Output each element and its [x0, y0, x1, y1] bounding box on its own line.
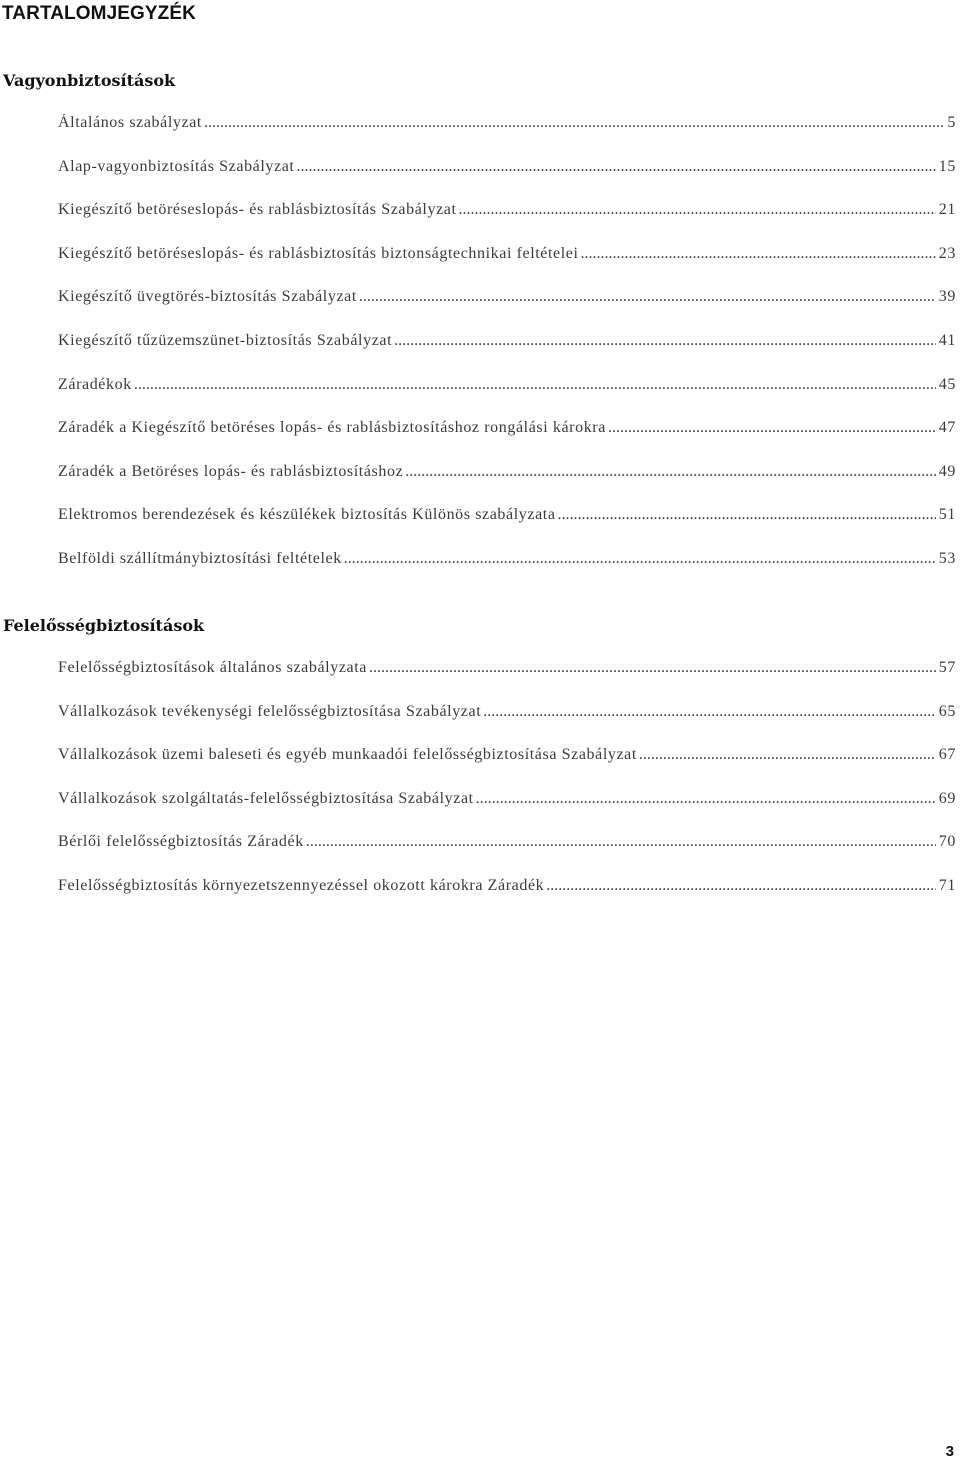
toc-entry[interactable] [58, 659, 956, 703]
toc-entry-page-number: 69 [938, 789, 956, 807]
toc-entry[interactable] [58, 703, 956, 747]
toc-entry-title: Bérlői felelősségbiztosítás Záradék [58, 833, 304, 851]
dot-leader [546, 877, 936, 895]
toc-entry[interactable] [58, 114, 956, 158]
dot-leader [306, 833, 936, 851]
toc-entry[interactable] [58, 506, 956, 550]
toc-entry[interactable] [58, 833, 956, 877]
dot-leader [476, 790, 936, 808]
dot-leader [344, 550, 936, 568]
toc-entry-title: Kiegészítő tűzüzemszünet-biztosítás Szabályzat [58, 331, 393, 349]
toc-entry-page-number: 39 [938, 288, 956, 306]
toc-entry[interactable] [58, 746, 956, 790]
toc-entry-page-number: 70 [938, 833, 956, 851]
toc-entry-page-number: 41 [938, 331, 956, 349]
toc-entry[interactable] [58, 158, 956, 202]
toc-entry[interactable] [58, 376, 956, 420]
dot-leader [134, 376, 936, 394]
toc-entry-title: Vállalkozások üzemi baleseti és egyéb munkaadói felelősségbiztosítása Szabályzat [58, 746, 637, 764]
toc-entry-page-number: 65 [938, 702, 956, 720]
toc-entry-title: Vállalkozások szolgáltatás-felelősségbiztosítása Szabályzat [58, 789, 474, 807]
toc-entry-page-number: 49 [938, 462, 956, 480]
toc-entry[interactable] [58, 332, 956, 376]
toc-entry[interactable] [58, 288, 956, 332]
dot-leader [581, 245, 936, 263]
section-heading-vagyonbiztositasok: Vagyonbiztosítások [3, 71, 176, 90]
toc-entry-title: Kiegészítő üvegtörés-biztosítás Szabályzat [58, 288, 357, 306]
dot-leader [369, 659, 936, 677]
toc-list-felelossegbiztositasok [58, 659, 956, 921]
toc-entry-title: Záradék a Kiegészítő betöréses lopás- és rablásbiztosításhoz rongálási károkra [58, 419, 606, 437]
dot-leader [394, 332, 936, 350]
toc-entry-title: Záradék a Betöréses lopás- és rablásbiztosításhoz [58, 462, 404, 480]
page-number: 3 [945, 1443, 954, 1460]
dot-leader [558, 506, 936, 524]
toc-entry[interactable] [58, 790, 956, 834]
dot-leader [204, 114, 944, 132]
toc-entry-page-number: 53 [938, 549, 956, 567]
toc-entry-page-number: 15 [938, 157, 956, 175]
dot-leader [459, 201, 936, 219]
toc-entry[interactable] [58, 201, 956, 245]
toc-entry-title: Kiegészítő betöréseslopás- és rablásbiztosítás Szabályzat [58, 201, 457, 219]
toc-entry-page-number: 5 [947, 114, 956, 131]
dot-leader [296, 158, 935, 176]
toc-entry-page-number: 71 [938, 876, 956, 894]
toc-entry-page-number: 23 [938, 244, 956, 262]
document-title: TARTALOMJEGYZÉK [2, 3, 196, 24]
dot-leader [639, 746, 936, 764]
toc-entry-title: Általános szabályzat [58, 114, 202, 131]
toc-entry-title: Felelősségbiztosítások általános szabályzata [58, 659, 367, 676]
toc-entry-title: Vállalkozások tevékenységi felelősségbiztosítása Szabályzat [58, 702, 482, 720]
toc-entry[interactable] [58, 245, 956, 289]
dot-leader [359, 288, 936, 306]
toc-list-vagyonbiztositasok [58, 114, 956, 594]
toc-entry-title: Belföldi szállítmánybiztosítási feltételek [58, 549, 342, 567]
toc-entry-page-number: 21 [938, 201, 956, 219]
dot-leader [405, 463, 936, 481]
toc-entry-title: Záradékok [58, 375, 132, 393]
toc-entry[interactable] [58, 877, 956, 921]
toc-entry-title: Alap-vagyonbiztosítás Szabályzat [58, 157, 295, 175]
toc-entry[interactable] [58, 550, 956, 594]
dot-leader [608, 419, 936, 437]
toc-entry-title: Felelősségbiztosítás környezetszennyezéssel okozott károkra Záradék [58, 876, 545, 894]
toc-entry-page-number: 67 [938, 746, 956, 764]
toc-entry-page-number: 51 [938, 506, 956, 524]
toc-entry-title: Elektromos berendezések és készülékek biztosítás Különös szabályzata [58, 506, 556, 524]
toc-entry-page-number: 45 [938, 375, 956, 393]
toc-entry[interactable] [58, 419, 956, 463]
toc-entry-page-number: 57 [938, 659, 956, 676]
section-heading-felelossegbiztositasok: Felelősségbiztosítások [3, 616, 205, 635]
toc-entry-page-number: 47 [938, 419, 956, 437]
dot-leader [483, 703, 936, 721]
toc-entry-title: Kiegészítő betöréseslopás- és rablásbiztosítás biztonságtechnikai feltételei [58, 244, 579, 262]
toc-entry[interactable] [58, 463, 956, 507]
